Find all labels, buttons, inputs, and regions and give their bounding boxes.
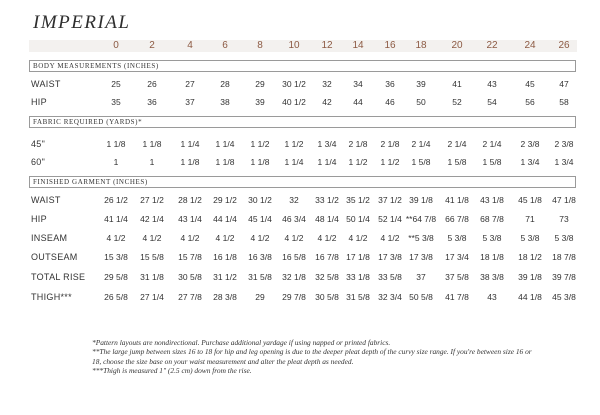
table-cell: 32 xyxy=(322,79,332,89)
table-cell: 2 1/4 xyxy=(482,139,502,149)
table-cell: 42 xyxy=(322,97,332,107)
table-cell: 30 1/2 xyxy=(248,195,272,205)
row-label: WAIST xyxy=(31,79,61,89)
table-cell: 32 3/4 xyxy=(378,292,402,302)
table-cell: 29 5/8 xyxy=(104,272,128,282)
size-header-8: 8 xyxy=(257,40,263,51)
row-label: TOTAL RISE xyxy=(31,272,86,282)
table-cell: 29 xyxy=(255,79,265,89)
table-row xyxy=(0,194,600,206)
size-header-18: 18 xyxy=(415,40,427,51)
section-heading-text: BODY MEASUREMENTS (INCHES) xyxy=(33,62,159,70)
table-cell: 2 3/8 xyxy=(520,139,540,149)
table-cell: 1 1/2 xyxy=(380,157,400,167)
table-cell: 42 1/4 xyxy=(140,214,164,224)
table-cell: 15 7/8 xyxy=(178,252,202,262)
table-cell: 45 1/4 xyxy=(248,214,272,224)
table-cell: 27 7/8 xyxy=(178,292,202,302)
size-header-10: 10 xyxy=(288,40,300,51)
table-cell: 35 xyxy=(111,97,121,107)
table-cell: 4 1/2 xyxy=(142,233,162,243)
table-cell: 29 1/2 xyxy=(213,195,237,205)
size-header-20: 20 xyxy=(451,40,463,51)
table-cell: 39 1/8 xyxy=(518,272,542,282)
table-cell: 1 1/8 xyxy=(142,139,162,149)
table-cell: 18 1/8 xyxy=(480,252,504,262)
table-cell: 2 1/4 xyxy=(411,139,431,149)
table-cell: 39 7/8 xyxy=(552,272,576,282)
table-cell: 31 1/8 xyxy=(140,272,164,282)
table-cell: 41 7/8 xyxy=(445,292,469,302)
table-cell: 25 xyxy=(111,79,121,89)
table-cell: 34 xyxy=(353,79,363,89)
table-cell: 31 5/8 xyxy=(346,292,370,302)
table-cell: 5 3/8 xyxy=(554,233,574,243)
table-cell: 37 xyxy=(185,97,195,107)
row-label: HIP xyxy=(31,214,47,224)
table-cell: 5 3/8 xyxy=(482,233,502,243)
table-cell: 45 3/8 xyxy=(552,292,576,302)
table-cell: 39 xyxy=(255,97,265,107)
table-cell: 54 xyxy=(487,97,497,107)
table-cell: 1 xyxy=(113,157,119,167)
table-cell: 31 5/8 xyxy=(248,272,272,282)
table-cell: 73 xyxy=(559,214,569,224)
table-row xyxy=(0,213,600,225)
table-row xyxy=(0,156,600,168)
size-header-16: 16 xyxy=(384,40,396,51)
table-cell: 1 1/8 xyxy=(215,157,235,167)
table-cell: 28 3/8 xyxy=(213,292,237,302)
section-heading-text: FABRIC REQUIRED (YARDS)* xyxy=(33,118,143,126)
table-cell: 17 3/8 xyxy=(409,252,433,262)
table-cell: 27 1/2 xyxy=(140,195,164,205)
table-cell: 16 5/8 xyxy=(282,252,306,262)
table-cell: 38 xyxy=(220,97,230,107)
table-cell: 38 3/8 xyxy=(480,272,504,282)
table-cell: 4 1/2 xyxy=(284,233,304,243)
table-cell: 41 xyxy=(452,79,462,89)
section-heading xyxy=(29,116,576,128)
table-cell: 5 3/8 xyxy=(520,233,540,243)
row-label: 60" xyxy=(31,157,46,167)
table-cell: 1 1/4 xyxy=(284,157,304,167)
table-cell: 1 3/4 xyxy=(520,157,540,167)
table-cell: 5 3/8 xyxy=(447,233,467,243)
table-cell: 32 xyxy=(289,195,299,205)
row-label: OUTSEAM xyxy=(31,252,78,262)
table-cell: 4 1/2 xyxy=(317,233,337,243)
table-cell: 16 3/8 xyxy=(248,252,272,262)
section-heading-text: FINISHED GARMENT (INCHES) xyxy=(33,178,148,186)
table-cell: 33 5/8 xyxy=(378,272,402,282)
table-cell: 1 3/4 xyxy=(554,157,574,167)
table-cell: 43 xyxy=(487,292,497,302)
table-row xyxy=(0,291,600,303)
table-cell: 44 xyxy=(353,97,363,107)
row-label: WAIST xyxy=(31,195,61,205)
table-row xyxy=(0,96,600,108)
table-cell: 30 1/2 xyxy=(282,79,306,89)
table-cell: 46 3/4 xyxy=(282,214,306,224)
table-cell: 15 5/8 xyxy=(140,252,164,262)
table-cell: 43 1/8 xyxy=(480,195,504,205)
table-cell: 30 5/8 xyxy=(315,292,339,302)
table-cell: 27 xyxy=(185,79,195,89)
table-cell: 48 1/4 xyxy=(315,214,339,224)
table-cell: 58 xyxy=(559,97,569,107)
table-cell: 2 1/8 xyxy=(380,139,400,149)
table-cell: 39 1/8 xyxy=(409,195,433,205)
table-cell: 68 7/8 xyxy=(480,214,504,224)
table-row xyxy=(0,232,600,244)
table-cell: 30 5/8 xyxy=(178,272,202,282)
table-cell: 28 xyxy=(220,79,230,89)
table-cell: 1 1/4 xyxy=(215,139,235,149)
table-cell: 37 1/2 xyxy=(378,195,402,205)
table-cell: 2 1/8 xyxy=(348,139,368,149)
table-cell: 1 5/8 xyxy=(411,157,431,167)
table-cell: 71 xyxy=(525,214,535,224)
size-header-4: 4 xyxy=(187,40,193,51)
table-cell: 1 1/2 xyxy=(348,157,368,167)
table-cell: 43 xyxy=(487,79,497,89)
size-header-6: 6 xyxy=(222,40,228,51)
size-header-0: 0 xyxy=(113,40,119,51)
table-cell: 2 1/4 xyxy=(447,139,467,149)
table-cell: 47 xyxy=(559,79,569,89)
table-cell: 46 xyxy=(385,97,395,107)
footnote: *Pattern layouts are nondirectional. Purchase additional yardage if using napped or printed fabrics. xyxy=(92,338,391,347)
table-cell: 1 1/8 xyxy=(180,157,200,167)
table-row xyxy=(0,251,600,263)
table-cell: 50 xyxy=(416,97,426,107)
table-cell: 45 1/8 xyxy=(518,195,542,205)
table-cell: 1 5/8 xyxy=(447,157,467,167)
footnote: ***Thigh is measured 1" (2.5 cm) down from the rise. xyxy=(92,366,252,376)
table-cell: 1 xyxy=(149,157,155,167)
table-cell: 33 1/8 xyxy=(346,272,370,282)
size-header-2: 2 xyxy=(149,40,155,51)
table-cell: **5 3/8 xyxy=(408,233,434,243)
table-cell: 1 1/2 xyxy=(250,139,270,149)
table-cell: 32 5/8 xyxy=(315,272,339,282)
section-heading xyxy=(29,176,576,188)
table-cell: 1 1/4 xyxy=(180,139,200,149)
table-cell: 1 1/8 xyxy=(106,139,126,149)
table-cell: 1 5/8 xyxy=(482,157,502,167)
table-cell: 31 1/2 xyxy=(213,272,237,282)
table-cell: 26 1/2 xyxy=(104,195,128,205)
table-cell: 4 1/2 xyxy=(106,233,126,243)
table-cell: **64 7/8 xyxy=(405,214,437,224)
row-label: THIGH*** xyxy=(31,292,72,302)
table-cell: 44 1/8 xyxy=(518,292,542,302)
table-cell: 29 7/8 xyxy=(282,292,306,302)
table-cell: 41 1/4 xyxy=(104,214,128,224)
table-cell: 47 1/8 xyxy=(552,195,576,205)
table-cell: 32 1/8 xyxy=(282,272,306,282)
table-cell: 43 1/4 xyxy=(178,214,202,224)
table-cell: 17 3/4 xyxy=(445,252,469,262)
page-title: IMPERIAL xyxy=(33,12,131,33)
table-cell: 50 5/8 xyxy=(409,292,433,302)
table-cell: 2 3/8 xyxy=(554,139,574,149)
table-cell: 36 xyxy=(147,97,157,107)
table-row xyxy=(0,138,600,150)
table-cell: 37 5/8 xyxy=(445,272,469,282)
table-cell: 18 7/8 xyxy=(552,252,576,262)
size-header-26: 26 xyxy=(558,40,570,51)
size-header-24: 24 xyxy=(524,40,536,51)
table-cell: 17 1/8 xyxy=(346,252,370,262)
table-cell: 40 1/2 xyxy=(282,97,306,107)
table-cell: 36 xyxy=(385,79,395,89)
table-row xyxy=(0,271,600,283)
table-cell: 17 3/8 xyxy=(378,252,402,262)
table-cell: 26 5/8 xyxy=(104,292,128,302)
table-cell: 1 1/8 xyxy=(250,157,270,167)
size-header-row xyxy=(29,40,577,52)
table-cell: 1 1/4 xyxy=(317,157,337,167)
table-cell: 41 1/8 xyxy=(445,195,469,205)
table-cell: 1 1/2 xyxy=(284,139,304,149)
table-cell: 18 1/2 xyxy=(518,252,542,262)
table-cell: 4 1/2 xyxy=(180,233,200,243)
table-cell: 26 xyxy=(147,79,157,89)
section-heading xyxy=(29,60,576,72)
table-cell: 16 1/8 xyxy=(213,252,237,262)
table-cell: 15 3/8 xyxy=(104,252,128,262)
table-cell: 56 xyxy=(525,97,535,107)
table-cell: 35 1/2 xyxy=(346,195,370,205)
table-cell: 1 3/4 xyxy=(317,139,337,149)
table-cell: 28 1/2 xyxy=(178,195,202,205)
size-header-14: 14 xyxy=(352,40,364,51)
table-cell: 66 7/8 xyxy=(445,214,469,224)
table-cell: 27 1/4 xyxy=(140,292,164,302)
size-header-22: 22 xyxy=(486,40,498,51)
table-cell: 37 xyxy=(416,272,426,282)
table-cell: 4 1/2 xyxy=(250,233,270,243)
table-row xyxy=(0,78,600,90)
table-cell: 29 xyxy=(255,292,265,302)
table-cell: 33 1/2 xyxy=(315,195,339,205)
table-cell: 50 1/4 xyxy=(346,214,370,224)
table-cell: 52 1/4 xyxy=(378,214,402,224)
table-cell: 52 xyxy=(452,97,462,107)
footnote: **The large jump between sizes 16 to 18 for hip and leg opening is due to the deeper pleat depth of the curvy size range. If you're between size 16 or 18, choose the size base on your waist measurement and alter the pleat depth as needed. xyxy=(92,347,532,366)
table-cell: 45 xyxy=(525,79,535,89)
table-cell: 39 xyxy=(416,79,426,89)
size-header-12: 12 xyxy=(321,40,333,51)
footnotes xyxy=(92,338,532,376)
table-cell: 4 1/2 xyxy=(215,233,235,243)
table-cell: 4 1/2 xyxy=(380,233,400,243)
table-cell: 44 1/4 xyxy=(213,214,237,224)
row-label: 45" xyxy=(31,139,46,149)
table-cell: 4 1/2 xyxy=(348,233,368,243)
table-cell: 16 7/8 xyxy=(315,252,339,262)
row-label: INSEAM xyxy=(31,233,68,243)
row-label: HIP xyxy=(31,97,47,107)
